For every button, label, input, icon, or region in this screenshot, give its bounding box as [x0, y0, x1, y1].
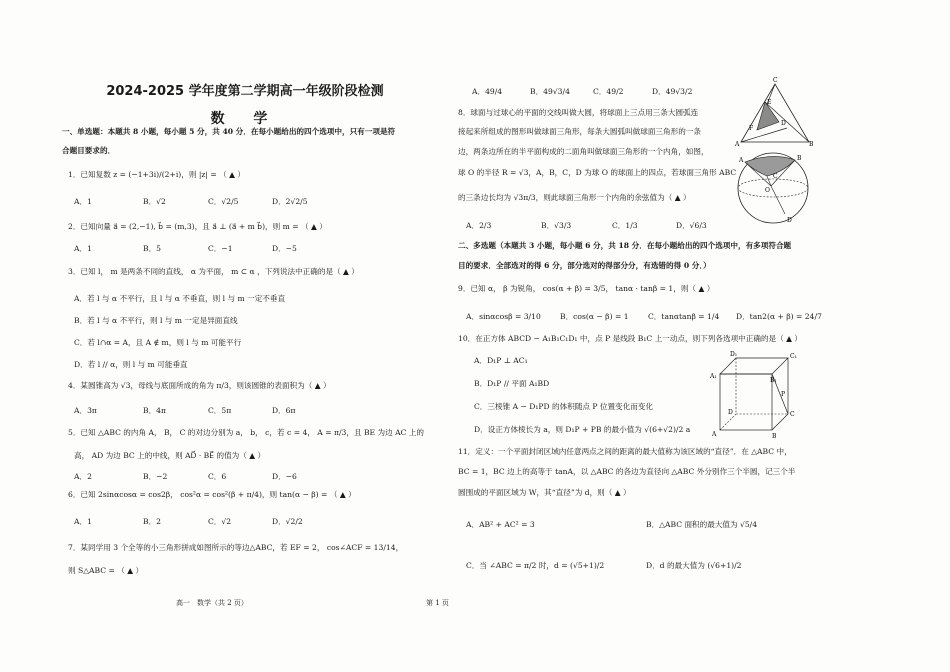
q3-option-b[interactable]: B．若 l 与 α 不平行，则 l 与 m 一定是异面直线	[74, 316, 238, 325]
q10-cube-top-face	[720, 358, 788, 374]
q7-label-f: F	[749, 125, 754, 132]
q10-edge-bc	[772, 414, 788, 430]
q11-option-a[interactable]: A．AB² + AC² = 3	[466, 520, 535, 529]
footer-left: 高一 数学（共 2 页）	[176, 599, 248, 607]
q3-option-d[interactable]: D．若 l // α，则 l 与 m 可能垂直	[74, 360, 188, 369]
q8-line2: 接起来所组成的图形叫做球面三角形，每条大圆弧叫做球面三角形的一条	[458, 127, 701, 136]
section1-heading-cont: 合题目要求的．	[62, 146, 116, 155]
q5-option-d[interactable]: D．−6	[272, 472, 297, 481]
q10-stem: 10．在正方体 ABCD − A₁B₁C₁D₁ 中，点 P 是线段 B₁C 上一动点，则下列各选项中正确的是（ ▲ ）	[458, 334, 803, 343]
q10-label-c: C	[790, 411, 795, 418]
q8-label-d: D	[787, 217, 792, 224]
q8-segment-od	[771, 186, 785, 214]
q11-line3: 圆围成的平面区域为 W，其“直径”为 d，则（ ▲ ）	[458, 488, 631, 497]
q8-option-c[interactable]: C．1/3	[612, 221, 638, 230]
q9-option-c[interactable]: C．tanαtanβ = 1/4	[648, 312, 720, 321]
q9-option-a[interactable]: A．sinαcosβ = 3/10	[466, 312, 541, 321]
q8-line4: 球 O 的半径 R = √3，A，B，C，D 为球 O 的球面上的四点，若球面三角形 ABC	[458, 168, 737, 177]
q8-label-o: O	[765, 187, 770, 194]
q11-line2: BC = 1，BC 边上的高等于 tanA，以 △ABC 的各边为直径向 △ABC 外分别作三个半圆，记三个半	[458, 467, 796, 476]
q10-cube-figure	[708, 352, 804, 438]
q7-label-e: E	[767, 99, 772, 106]
q2-option-b[interactable]: B．5	[143, 244, 162, 253]
q7-option-c[interactable]: C．49/2	[593, 87, 624, 96]
q1-option-d[interactable]: D．2√2/5	[272, 197, 308, 206]
q10-label-d1: D₁	[730, 351, 738, 358]
q1-stem: 1．已知复数 z = (−1+3i)/(2+i)，则 |z| = （ ▲ ）	[68, 170, 246, 179]
q8-label-b: B	[797, 155, 802, 162]
q2-stem: 2．已知向量 a⃗ = (2,−1), b⃗ = (m,3)，且 a⃗ ⊥ (a⃗ + m b⃗)，则 m = （ ▲ ）	[68, 222, 327, 231]
q10-option-b[interactable]: B．D₁P // 平面 A₁BD	[474, 379, 550, 388]
q6-option-a[interactable]: A．1	[74, 517, 92, 526]
q7-outer-triangle	[741, 84, 809, 142]
q11-line1: 11．定义：一个平面封闭区域内任意两点之间的距离的最大值称为该区域的“直径”．在 △ABC 中，	[458, 447, 792, 456]
q2-option-c[interactable]: C．−1	[208, 244, 233, 253]
section1-heading: 一、单选题：本题共 8 小题，每小题 5 分，共 40 分．在每小题给出的四个选项中，只有一项是符	[62, 127, 396, 136]
q10-label-b1: B₁	[770, 377, 777, 384]
q8-option-a[interactable]: A．2/3	[466, 221, 492, 230]
q6-option-b[interactable]: B．2	[143, 517, 162, 526]
q4-option-c[interactable]: C．5π	[208, 406, 232, 415]
q8-sphere-figure	[735, 150, 811, 226]
q10-cube-front-face	[720, 374, 772, 430]
q2-option-d[interactable]: D．−5	[272, 244, 297, 253]
q7-label-d: D	[781, 120, 786, 127]
q7-label-c: C	[773, 77, 778, 84]
q6-stem: 6．已知 2sinαcosα = cos2β， cos²α = cos²(β + π/4)，则 tan(α − β) = （ ▲ ）	[68, 490, 356, 499]
q8-option-d[interactable]: D．√6/3	[676, 221, 707, 230]
q8-line1: 8．球面与过球心的平面的交线叫做大圆，将球面上三点用三条大圆弧连	[458, 108, 699, 117]
q10-label-a: A	[712, 431, 717, 438]
q5-option-b[interactable]: B．−2	[143, 472, 168, 481]
q7-option-b[interactable]: B．49√3/4	[530, 87, 570, 96]
q4-option-b[interactable]: B．4π	[143, 406, 166, 415]
q5-option-c[interactable]: C．6	[208, 472, 227, 481]
q5-stem-cont: 高， AD 为边 BC 上的中线，则 AD⃗ · BE⃗ 的值为（ ▲ ）	[74, 451, 266, 460]
q6-option-d[interactable]: D．√2/2	[272, 517, 303, 526]
q10-option-a[interactable]: A．D₁P ⊥ AC₁	[474, 356, 528, 365]
q10-label-a1: A₁	[710, 373, 717, 380]
q8-equator	[738, 179, 808, 197]
q10-label-p: P	[781, 391, 786, 398]
q9-stem: 9．已知 α， β 为锐角， cos(α + β) = 3/5， tanα · tanβ = 1，则（ ▲ ）	[458, 284, 715, 293]
q9-option-d[interactable]: D．tan2(α + β) = 24/7	[736, 312, 822, 321]
q8-label-a: A	[739, 157, 744, 164]
q8-line5: 的三条边长均为 √3π/3，则此球面三角形一个内角的余弦值为（ ▲ ）	[458, 193, 691, 202]
q4-option-a[interactable]: A．3π	[74, 406, 97, 415]
q10-label-b: B	[772, 433, 777, 440]
q1-option-a[interactable]: A．1	[74, 197, 92, 206]
q10-label-c1: C₁	[790, 353, 797, 360]
q8-spherical-triangle	[745, 156, 795, 176]
q6-option-c[interactable]: C．√2	[208, 517, 232, 526]
q4-option-d[interactable]: D．6π	[272, 406, 296, 415]
q10-option-c[interactable]: C．三棱锥 A − D₁PD 的体积随点 P 位置变化而变化	[474, 402, 654, 411]
q3-stem: 3．已知 l， m 是两条不同的直线， α 为平面， m ⊂ α ，下列说法中正确的是（ ▲ ）	[68, 267, 359, 276]
q8-line3: 边，两条边所在的半平面构成的二面角叫做球面三角形的一个内角，如图，	[458, 147, 709, 156]
q8-option-b[interactable]: B．√3/3	[541, 221, 572, 230]
exam-subject: 数 学	[210, 111, 280, 127]
q11-option-c[interactable]: C．当 ∠ABC = π/2 时，d = (√5+1)/2	[466, 561, 605, 570]
q7-label-a: A	[735, 141, 740, 148]
q1-option-c[interactable]: C．√2/5	[208, 197, 239, 206]
q10-edge-ad	[720, 414, 736, 430]
q7-shaded-triangle	[757, 102, 779, 130]
q8-label-c: C	[773, 173, 778, 180]
q9-option-b[interactable]: B．cos(α − β) = 1	[560, 312, 629, 321]
q7-label-b: B	[809, 141, 814, 148]
q4-stem: 4．某圆锥高为 √3，母线与底面所成的角为 π/3，则该圆锥的表面积为（ ▲ ）	[68, 381, 331, 390]
q11-option-b[interactable]: B．△ABC 面积的最大值为 √5/4	[646, 520, 758, 529]
q2-option-a[interactable]: A．1	[74, 244, 92, 253]
q5-stem: 5．已知 △ABC 的内角 A， B， C 的对边分别为 a， b， c，若 c = 4， A = π/3，且 BE 为边 AC 上的	[68, 428, 424, 437]
exam-title: 2024-2025 学年度第二学期高一年级阶段检测	[106, 84, 384, 99]
q5-option-a[interactable]: A．2	[74, 472, 92, 481]
section2-heading-cont: 目的要求．全部选对的得 6 分，部分选对的得部分分，有选错的得 0 分．）	[458, 261, 711, 270]
q7-stem-cont: 则 S△ABC = （ ▲ ）	[68, 566, 144, 575]
q7-option-d[interactable]: D．49√3/2	[652, 87, 693, 96]
q10-label-d: D	[728, 409, 733, 416]
q10-option-d[interactable]: D．设正方体棱长为 a，则 D₁P + PB 的最小值为 √(6+√2)/2 a	[474, 425, 691, 434]
q3-option-a[interactable]: A．若 l 与 α 不平行，且 l 与 α 不垂直，则 l 与 m 一定不垂直	[74, 294, 286, 303]
q11-option-d[interactable]: D．d 的最大值为 (√6+1)/2	[646, 561, 742, 570]
q3-option-c[interactable]: C．若 l∩α = A，且 A ∉ m，则 l 与 m 可能平行	[74, 338, 242, 347]
q7-triangle-figure	[735, 77, 815, 148]
q1-option-b[interactable]: B．√2	[143, 197, 166, 206]
section2-heading: 二、多选题（本题共 3 小题，每小题 6 分，共 18 分．在每小题给出的四个选项中，有多项符合题	[458, 241, 792, 250]
footer-page-number: 第 1 页	[426, 599, 449, 607]
q7-stem: 7．某同学用 3 个全等的小三角形拼成如图所示的等边△ABC，若 EF = 2， cos∠ACF = 13/14，	[68, 543, 404, 552]
q7-option-a[interactable]: A．49/4	[472, 87, 503, 96]
